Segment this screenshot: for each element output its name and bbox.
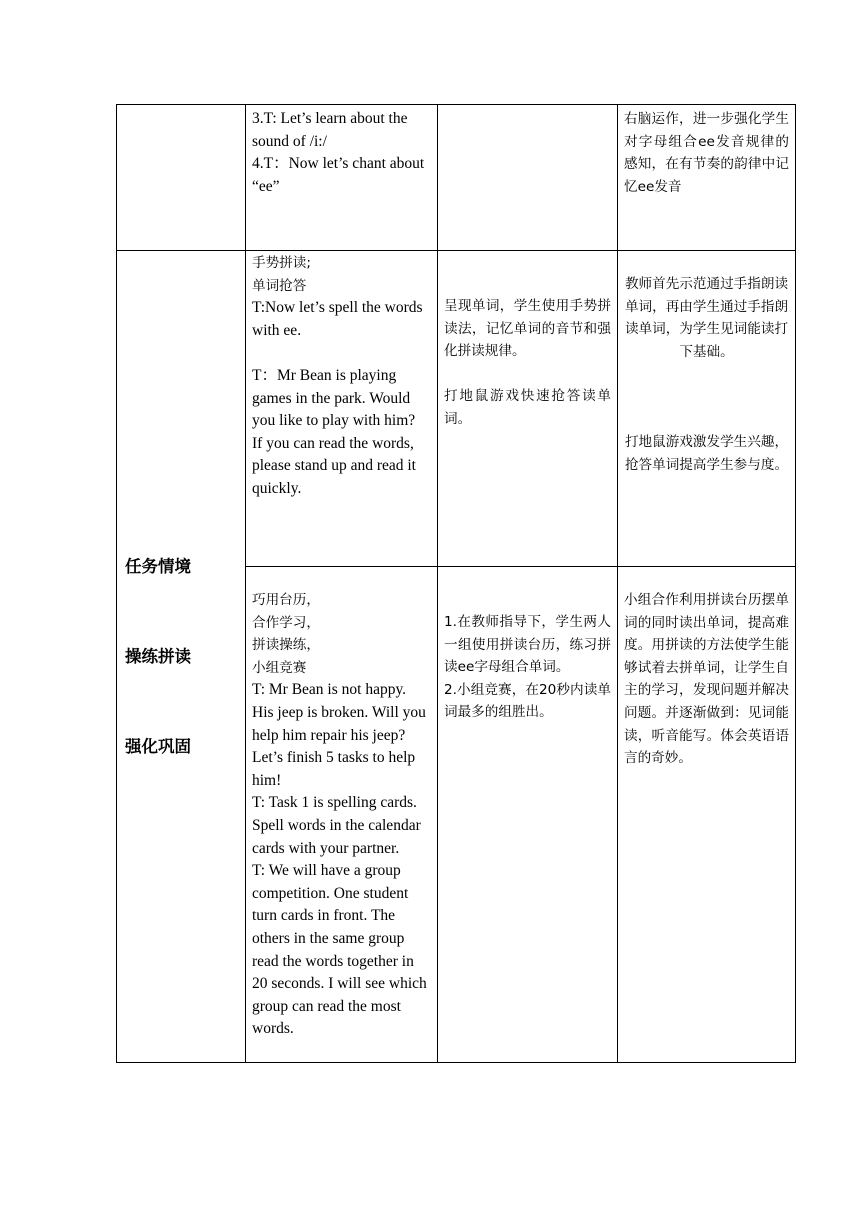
student-activity-cell (438, 105, 618, 251)
activity-step: 合作学习， (252, 614, 320, 631)
lesson-plan-table (116, 104, 796, 1063)
activity-text: T: We will have a group competition. One student turn cards in front. The others in the same group read the words together in 20 seconds. I will see which group can read the most words. (252, 862, 431, 1038)
design-intent-cell (618, 105, 796, 251)
table-row (117, 105, 796, 251)
teacher-activity-cell (246, 567, 438, 1063)
design-intent-cell (618, 567, 796, 1063)
activity-text: T: Mr Bean is not happy. His jeep is broken. Will you help him repair his jeep? Let’s finish 5 tasks to help him! (252, 681, 430, 789)
teacher-activity-cell (246, 105, 438, 251)
activity-text: T：Mr Bean is playing games in the park. Would you like to play with him? (252, 366, 416, 430)
activity-text: T: Task 1 is spelling cards. Spell words in the calendar cards with your partner. (252, 794, 425, 857)
student-activity-cell (438, 251, 618, 567)
student-text: 2.小组竞赛，在20秒内读单词最多的组胜出。 (444, 681, 611, 721)
intent-text: 右脑运作，进一步强化学生对字母组合ee发音规律的感知，在有节奏的韵律中记忆ee发音 (624, 111, 789, 195)
student-text: 1.在教师指导下，学生两人一组使用拼读台历，练习拼读ee字母组合单词。 (444, 614, 611, 676)
stage-cell (117, 251, 246, 1063)
stage-title: 操练拼读 (125, 646, 191, 666)
teacher-activity-cell (246, 251, 438, 567)
activity-text: If you can read the words, please stand up and read it quickly. (252, 434, 420, 497)
intent-text: 打地鼠游戏激发学生兴趣，抢答单词提高学生参与度。 (624, 434, 789, 473)
stage-title: 任务情境 (125, 556, 191, 576)
stage-title: 强化巩固 (125, 736, 191, 756)
activity-step: 巧用台历， (252, 592, 320, 608)
design-intent-cell (618, 251, 796, 567)
activity-step: 单词抢答 (252, 277, 307, 294)
student-text: 打地鼠游戏快速抢答读单词。 (444, 388, 611, 427)
activity-line: 3.T: Let’s learn about the sound of /i:/ (252, 110, 412, 150)
activity-step: 小组竞赛 (252, 659, 307, 676)
intent-text: 小组合作利用拼读台历摆单词的同时读出单词，提高难度。用拼读的方法使学生能够试着去拼单词，让学生自主的学习，发现问题并解决问题。并逐渐做到：见词能读，听音能写。体会英语语言的奇妙。 (624, 592, 789, 767)
student-text: 呈现单词，学生使用手势拼读法，记忆单词的音节和强化拼读规律。 (444, 298, 611, 360)
activity-text: T:Now let’s spell the words with ee. (252, 299, 427, 339)
stage-cell (117, 105, 246, 251)
activity-step: 手势拼读; (252, 255, 311, 271)
intent-text: 教师首先示范通过手指朗读单词，再由学生通过手指朗读单词，为学生见词能读打下基础。 (624, 276, 789, 360)
activity-line: 4.T：Now let’s chant about “ee” (252, 155, 429, 195)
student-activity-cell (438, 567, 618, 1063)
table-row (117, 251, 796, 567)
activity-step: 拼读操练， (252, 637, 320, 654)
